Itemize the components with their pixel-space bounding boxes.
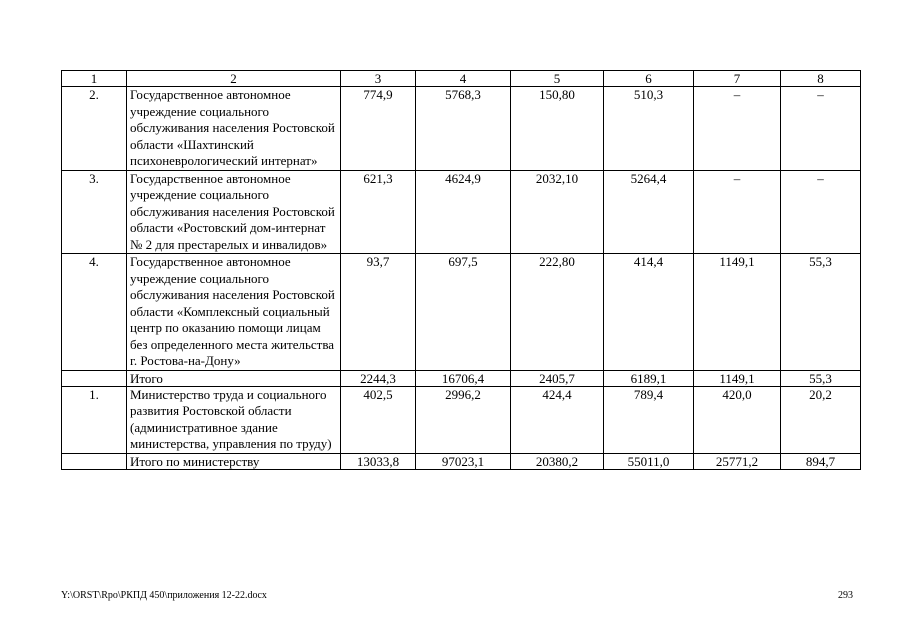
cell-col7: 25771,2 xyxy=(694,453,781,469)
column-header: 1 xyxy=(62,71,127,87)
cell-col6: 510,3 xyxy=(604,87,694,171)
cell-col8: 20,2 xyxy=(781,386,861,453)
table-row xyxy=(62,87,861,171)
column-header: 7 xyxy=(694,71,781,87)
institution-name: Государственное автономное учреждение социального обслуживания населения Ростовской области «Шахтинский психоневрологический интернат» xyxy=(127,87,341,171)
column-header: 2 xyxy=(127,71,341,87)
row-number xyxy=(62,453,127,469)
cell-col7: 420,0 xyxy=(694,386,781,453)
cell-col4: 97023,1 xyxy=(416,453,511,469)
cell-col4: 4624,9 xyxy=(416,170,511,254)
cell-col8: – xyxy=(781,87,861,171)
cell-col5: 222,80 xyxy=(511,254,604,371)
cell-col7: – xyxy=(694,170,781,254)
row-number xyxy=(62,370,127,386)
table-row xyxy=(62,386,861,453)
row-number: 2. xyxy=(62,87,127,171)
cell-col6: 789,4 xyxy=(604,386,694,453)
cell-col5: 2032,10 xyxy=(511,170,604,254)
cell-col4: 697,5 xyxy=(416,254,511,371)
cell-col4: 5768,3 xyxy=(416,87,511,171)
cell-col5: 424,4 xyxy=(511,386,604,453)
file-path-footer: Y:\ORST\Rpo\РКПД 450\приложения 12-22.docx xyxy=(61,590,267,601)
cell-col4: 2996,2 xyxy=(416,386,511,453)
cell-col8: 55,3 xyxy=(781,254,861,371)
column-header: 3 xyxy=(341,71,416,87)
grand-total-label: Итого по министерству xyxy=(127,453,341,469)
cell-col4: 16706,4 xyxy=(416,370,511,386)
row-number: 4. xyxy=(62,254,127,371)
table-row xyxy=(62,170,861,254)
cell-col3: 2244,3 xyxy=(341,370,416,386)
cell-col5: 20380,2 xyxy=(511,453,604,469)
cell-col6: 55011,0 xyxy=(604,453,694,469)
table-header-row xyxy=(62,71,861,87)
column-header: 5 xyxy=(511,71,604,87)
column-header: 4 xyxy=(416,71,511,87)
cell-col6: 6189,1 xyxy=(604,370,694,386)
cell-col7: – xyxy=(694,87,781,171)
subtotal-row xyxy=(62,370,861,386)
institution-name: Государственное автономное учреждение социального обслуживания населения Ростовской области «Ростовский дом-интернат № 2 для престарелых и инвалидов» xyxy=(127,170,341,254)
row-number: 1. xyxy=(62,386,127,453)
institution-name: Государственное автономное учреждение социального обслуживания населения Ростовской области «Комплексный социальный центр по оказанию помощи лицам без определенного места жительства г. Ростова-на-Дону» xyxy=(127,254,341,371)
cell-col3: 13033,8 xyxy=(341,453,416,469)
subtotal-label: Итого xyxy=(127,370,341,386)
cell-col6: 5264,4 xyxy=(604,170,694,254)
cell-col5: 150,80 xyxy=(511,87,604,171)
cell-col6: 414,4 xyxy=(604,254,694,371)
cell-col7: 1149,1 xyxy=(694,370,781,386)
grand-total-row xyxy=(62,453,861,469)
cell-col3: 402,5 xyxy=(341,386,416,453)
table-row xyxy=(62,254,861,371)
cell-col8: 55,3 xyxy=(781,370,861,386)
cell-col3: 93,7 xyxy=(341,254,416,371)
column-header: 6 xyxy=(604,71,694,87)
column-header: 8 xyxy=(781,71,861,87)
cell-col5: 2405,7 xyxy=(511,370,604,386)
cell-col3: 774,9 xyxy=(341,87,416,171)
cell-col8: 894,7 xyxy=(781,453,861,469)
cell-col8: – xyxy=(781,170,861,254)
page-number: 293 xyxy=(838,590,853,601)
row-number: 3. xyxy=(62,170,127,254)
institution-name: Министерство труда и социального развития Ростовской области (административное здание министерства, управления по труду) xyxy=(127,386,341,453)
cell-col7: 1149,1 xyxy=(694,254,781,371)
cell-col3: 621,3 xyxy=(341,170,416,254)
data-table xyxy=(61,70,861,470)
